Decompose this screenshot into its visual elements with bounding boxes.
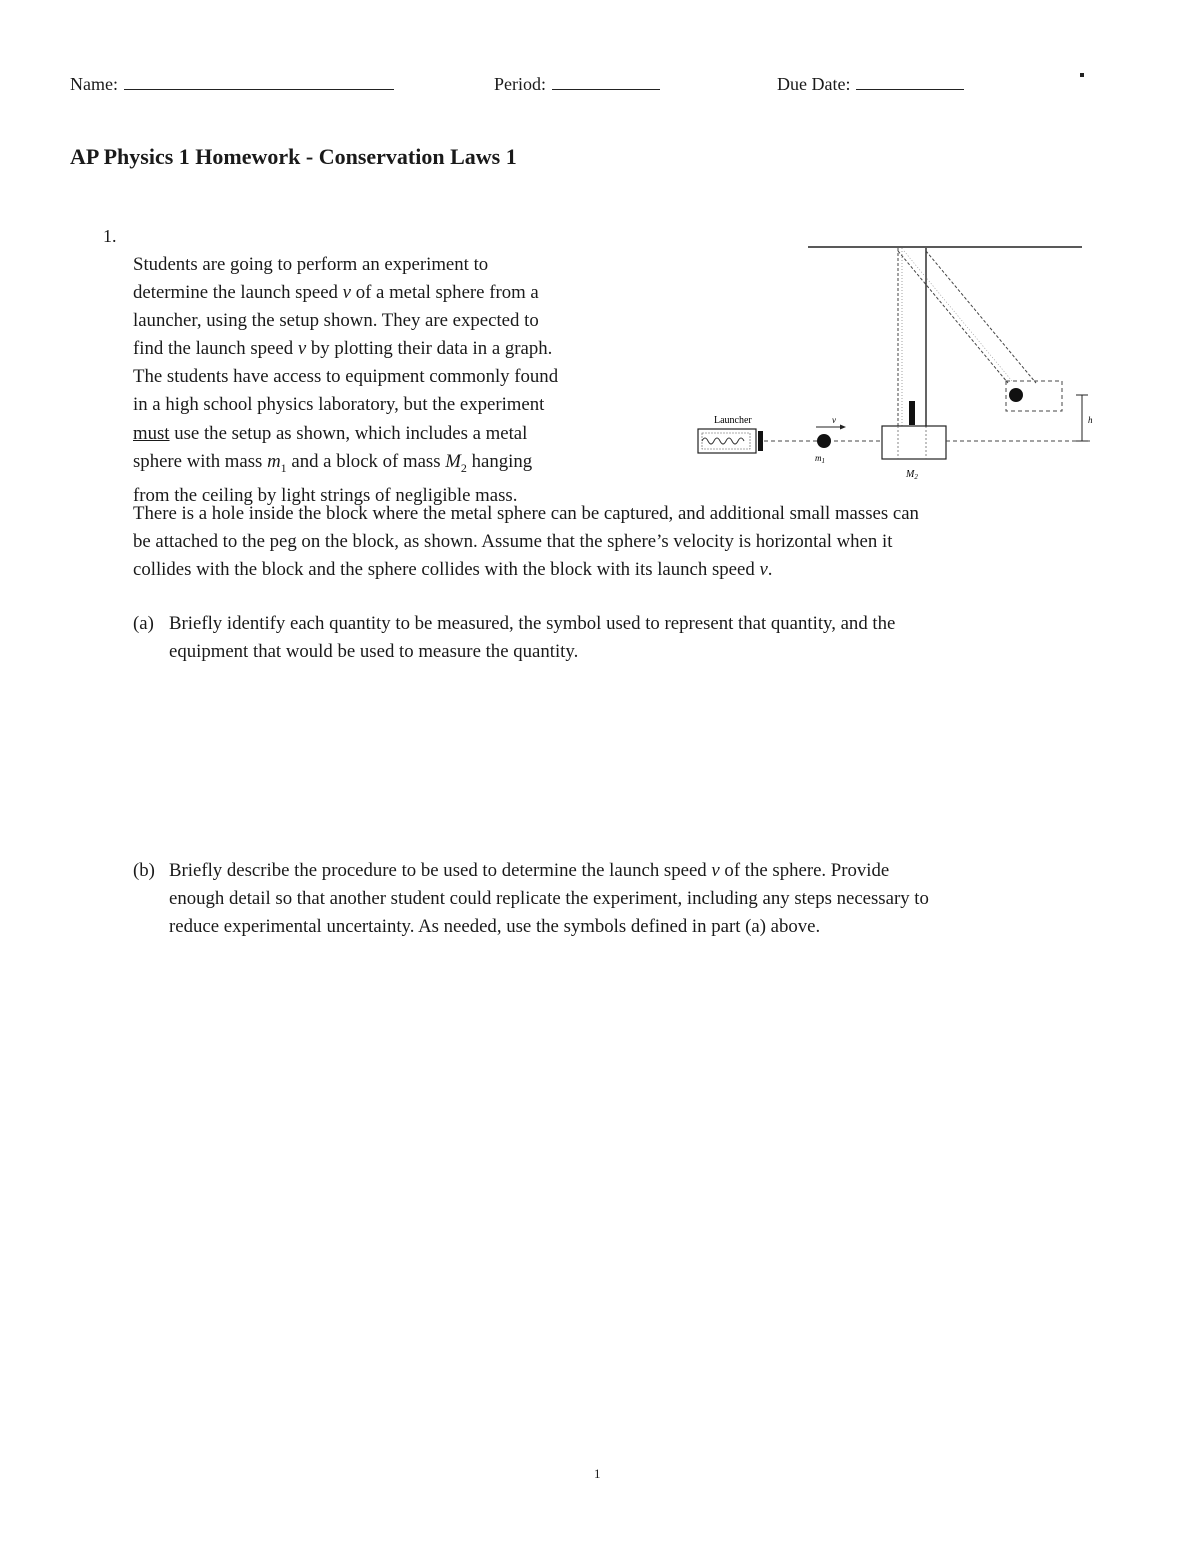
- v-label: v: [832, 415, 836, 425]
- intro-line: in a high school physics laboratory, but the experiment: [133, 394, 545, 416]
- launcher-plunger: [758, 431, 763, 451]
- intro-line: must use the setup as shown, which includes a metal: [133, 422, 528, 444]
- launcher-body: [698, 429, 756, 453]
- period-label: Period:: [494, 74, 546, 94]
- due-date-field: [777, 74, 964, 95]
- h-label: h: [1088, 415, 1093, 425]
- intro-line: collides with the block and the sphere collides with the block with its launch speed v.: [133, 559, 773, 581]
- intro-line: The students have access to equipment commonly found: [133, 366, 559, 388]
- m1-label: $m_1$: [815, 453, 825, 465]
- launcher-spring: [702, 438, 744, 444]
- intro-line: Students are going to perform an experiment to: [133, 254, 489, 275]
- part-a-line: equipment that would be used to measure the quantity.: [169, 641, 579, 663]
- page-title: AP Physics 1 Homework - Conservation Laws 1: [70, 144, 517, 169]
- question-intro-continued: [133, 500, 1133, 584]
- sphere-m1: [817, 434, 831, 448]
- part-b-line: reduce experimental uncertainty. As needed, use the symbols defined in part (a) above.: [169, 916, 821, 938]
- emphasis-must: must: [133, 422, 170, 444]
- intro-line: determine the launch speed v of a metal sphere from a: [133, 282, 539, 304]
- block-peg: [909, 401, 915, 425]
- corner-mark: [1080, 73, 1084, 77]
- swung-string-shade: [904, 251, 1012, 381]
- swung-sphere: [1009, 388, 1023, 402]
- intro-line: be attached to the peg on the block, as shown. Assume that the sphere’s velocity is horizontal when it: [133, 531, 893, 553]
- part-b-line: enough detail so that another student could replicate the experiment, including any steps necessary to: [169, 888, 929, 910]
- part-b: [133, 857, 1133, 947]
- period-blank[interactable]: [552, 74, 660, 90]
- part-a-line: Briefly identify each quantity to be measured, the symbol used to represent that quantity, and the: [169, 613, 896, 634]
- experiment-diagram: [690, 235, 1100, 485]
- due-date-label: Due Date:: [777, 74, 851, 94]
- intro-line: find the launch speed v by plotting their data in a graph.: [133, 338, 553, 360]
- name-field: [70, 74, 394, 95]
- swung-string-left: [898, 251, 1008, 383]
- intro-line: launcher, using the setup shown. They are expected to: [133, 310, 539, 332]
- part-b-label: (b): [133, 860, 155, 881]
- launcher-label: Launcher: [714, 415, 752, 426]
- var-v: v: [297, 338, 307, 360]
- due-date-blank[interactable]: [856, 74, 964, 90]
- period-field: [494, 74, 660, 95]
- question-number: 1.: [103, 226, 117, 246]
- block-M2: [882, 426, 946, 459]
- part-a-label: (a): [133, 613, 154, 634]
- intro-line: from the ceiling by light strings of negligible mass.: [133, 484, 518, 506]
- question-intro: [133, 251, 678, 510]
- intro-line: sphere with mass $m_1$ and a block of mass $M_2$ hanging: [133, 450, 533, 475]
- part-a: [133, 610, 1133, 670]
- intro-line: There is a hole inside the block where the metal sphere can be captured, and additional small masses can: [133, 503, 919, 524]
- name-blank[interactable]: [124, 74, 394, 90]
- page-number: 1: [594, 1466, 601, 1481]
- var-v: v: [342, 282, 351, 304]
- swung-string-right: [926, 251, 1036, 383]
- M2-label: $M_2$: [906, 469, 918, 481]
- name-label: Name:: [70, 74, 118, 94]
- part-b-line: Briefly describe the procedure to be used to determine the launch speed v of the sphere. Provide: [169, 860, 890, 881]
